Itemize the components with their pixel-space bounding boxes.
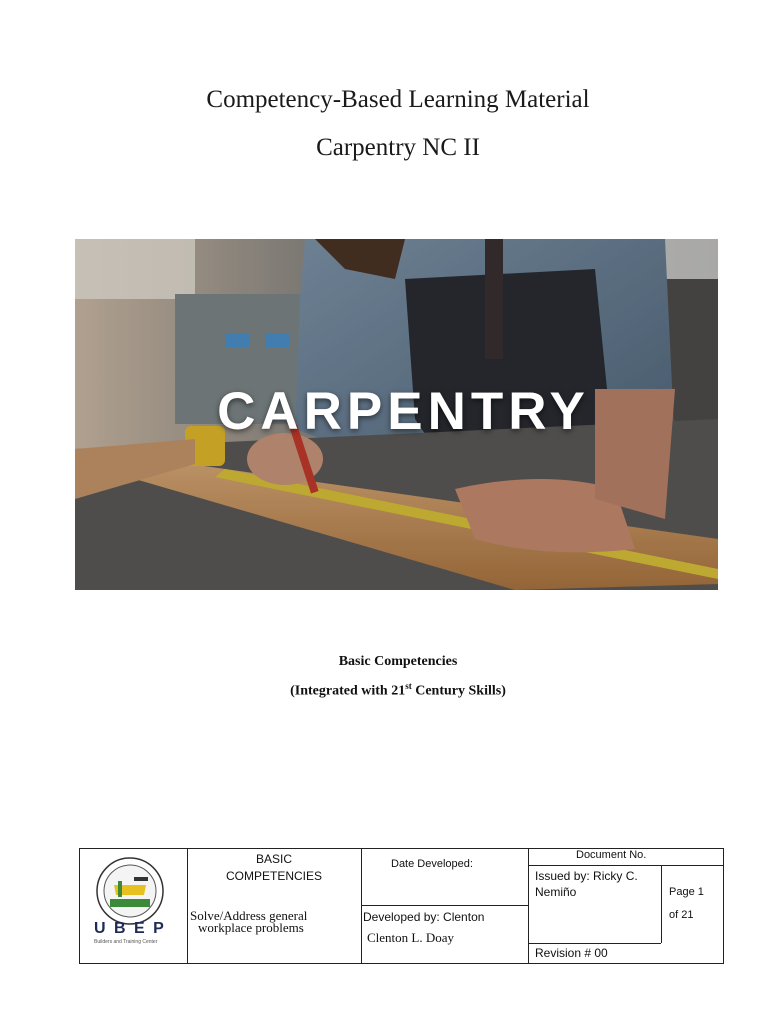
logo-tagline: Builders and Training Center (94, 939, 158, 945)
section-label-line2: COMPETENCIES (225, 869, 322, 883)
document-no-label: Document No. (576, 849, 647, 861)
unit-title-line2: workplace problems (198, 920, 304, 935)
hero-title-overlay: CARPENTRY (217, 382, 590, 441)
date-developed-label: Date Developed: (391, 858, 473, 870)
hero-image (75, 239, 718, 590)
basic-competencies-heading: Basic Competencies (338, 654, 458, 669)
unit-title-line1: Solve/Address general (190, 908, 308, 923)
document-title: Competency-Based Learning Material (206, 86, 590, 113)
document-subtitle: Carpentry NC II (316, 134, 480, 161)
issued-by-line1: Issued by: Ricky C. (535, 869, 638, 883)
page-total: of 21 (669, 909, 694, 921)
developed-by-label: Developed by: Clenton (363, 910, 485, 924)
page-number: Page 1 (669, 886, 704, 898)
document-footer-table (79, 848, 724, 964)
revision-number: Revision # 00 (535, 946, 608, 960)
issued-by-line2: Nemiño (535, 885, 577, 899)
developer-name: Clenton L. Doay (367, 930, 455, 945)
integrated-skills-heading: (Integrated with 21st Century Skills) (290, 681, 506, 699)
section-label-line1: BASIC (255, 852, 292, 866)
logo-text: U B E P (94, 920, 166, 937)
